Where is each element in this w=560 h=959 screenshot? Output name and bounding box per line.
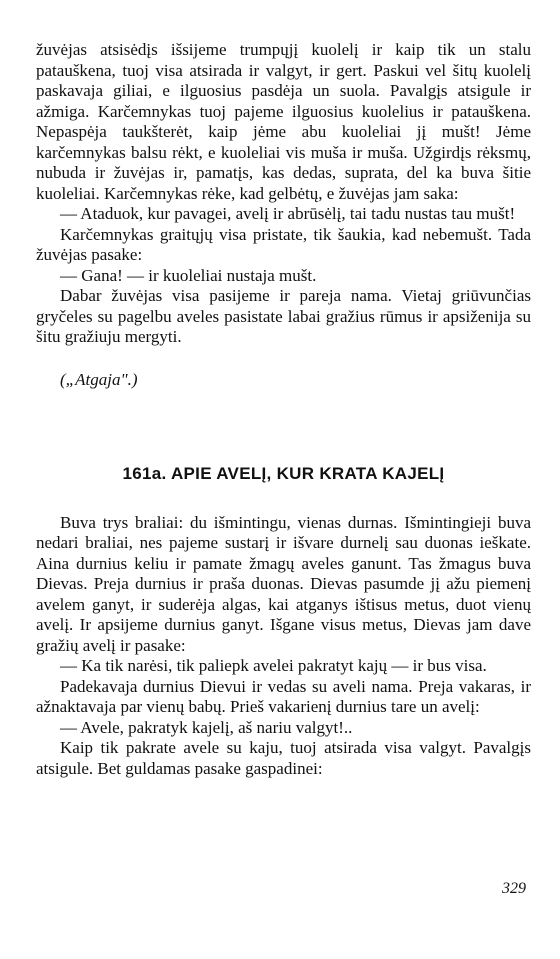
source-note: („Atgaja".) xyxy=(60,369,138,389)
dialogue-paragraph: — Avele, pakratyk kajelį, aš nariu valgyt!.. xyxy=(60,717,353,737)
story-paragraph: Dabar žuvėjas visa pasijeme ir pareja nama. Vietaj griūvunčias gryčeles su pagelbu aveles pasistate labai gražius rūmus ir apsiženija su šitu gražiuju mergyti. xyxy=(36,286,531,346)
story-paragraph: Karčemnykas graitųjų visa pristate, tik šaukia, kad nebemušt. Tada žuvėjas pasake: xyxy=(36,224,531,264)
dialogue-paragraph: — Ataduok, kur pavagei, avelį ir abrūsėlį, tai tadu nustas tau mušt! xyxy=(60,204,516,223)
story-paragraph: žuvėjas atsisėdįs išsijeme trumpųjį kuolelį ir kaip tik un stalu patauškena, tuoj visa atsirada ir valgyt, ir gert. Paskui vel šitų kuolelį paskavaja giliai, e ilguosius pasdėja un suola. Pavalgįs atsigule ir ažmiga. Karčemnykas tuoj pajeme ilguosius kuolelius ir patauškena. Nepaspėja taukšterėt, kaip jėme abu kuoleliai jį mušt! Jėme karčemnykas balsu rėkt, e kuoleliai vis muša ir muša. Užgirdįs rėksmų, nubuda ir žuvėjas ir, pamatįs, kas dedas, suprata, del ka buva šitie kuoleliai. Karčemnykas rėke, kad gelbėtų, e žuvėjas jam saka: xyxy=(36,40,531,203)
page-number: 329 xyxy=(502,880,526,897)
story-paragraph: Buva trys braliai: du išmintingu, vienas durnas. Išmintingieji buva nedari braliai, nes pajeme sustarį ir išvare durnelį sau duonas ieškate. Aina durnius keliu ir pamate žmagų aveles ganunt. Tas žmagus buva Dievas. Preja durnius ir praša duonas. Dievas pasumde jį ažu piemenį avelem ganyt, ir suderėja algas, kai atganys ištisus metus, duot vienų avelį. Ir apsijeme durnius ganyt. Išgane visus metus, Dievas jam dave gražių avelį ir pasake: xyxy=(36,512,531,655)
section-title: 161a. APIE AVELĮ, KUR KRATA KAJELĮ xyxy=(122,464,445,483)
story-paragraph: Padekavaja durnius Dievui ir vedas su aveli nama. Preja vakaras, ir ažnaktavaja par vienų babų. Prieš vakarienį durnius tare un avelį: xyxy=(36,676,531,716)
book-page xyxy=(36,40,531,779)
dialogue-paragraph: — Gana! — ir kuoleliai nustaja mušt. xyxy=(60,265,317,285)
story-paragraph: Kaip tik pakrate avele su kaju, tuoj atsirada visa valgyt. Pavalgįs atsigule. Bet guldamas pasake gaspadinei: xyxy=(36,738,531,778)
dialogue-paragraph: — Ka tik narėsi, tik paliepk avelei pakratyt kajų — ir bus visa. xyxy=(60,656,487,675)
